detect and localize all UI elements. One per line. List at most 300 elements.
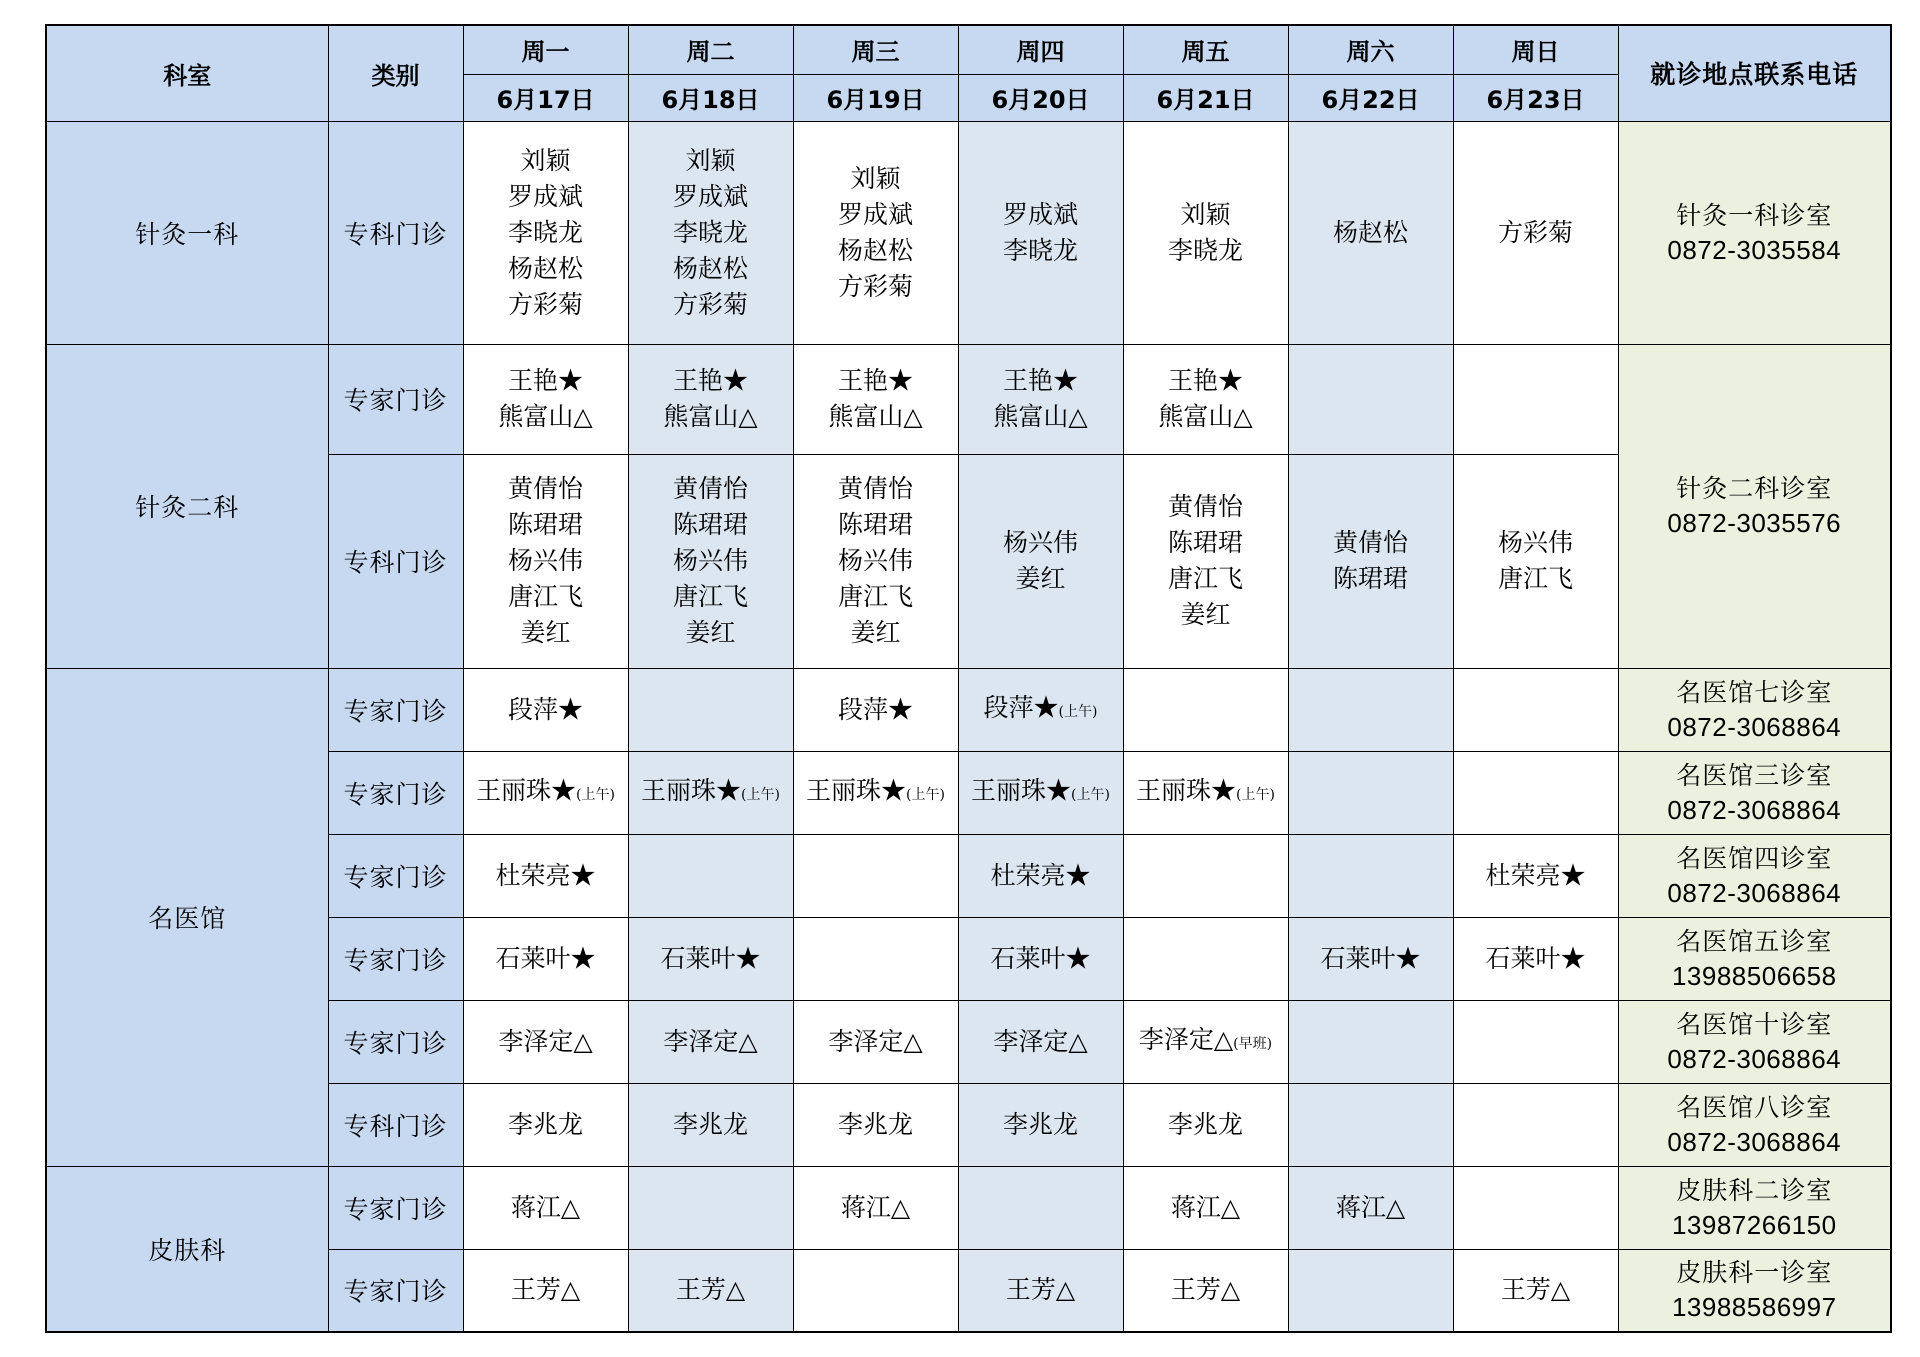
doctor-name: 唐江飞 — [672, 582, 748, 611]
header-row-weekdays — [46, 25, 1891, 74]
schedule-cell-fri — [1123, 1000, 1288, 1083]
doctor-name: 杨兴伟 — [1002, 528, 1078, 557]
doctor-entry — [794, 161, 958, 197]
doctor-name: 蒋江△ — [1170, 1192, 1241, 1222]
doctor-name: 罗成斌 — [837, 199, 913, 229]
category-cell: 专科门诊 — [328, 454, 463, 668]
doctor-entry — [794, 1024, 958, 1060]
doctor-entry — [1124, 525, 1288, 561]
schedule-cell-fri — [1123, 1083, 1288, 1166]
doctor-name: 杨赵松 — [672, 253, 748, 283]
doctor-entry — [959, 941, 1123, 977]
doctor-name: 王芳△ — [510, 1275, 581, 1305]
doctor-entry — [1124, 1272, 1288, 1308]
schedule-cell-sat — [1288, 344, 1453, 454]
schedule-cell-tue — [628, 1166, 793, 1249]
doctor-entry — [629, 251, 793, 287]
shift-note: (上午) — [1236, 786, 1275, 803]
phone-number: 0872-3035576 — [1667, 508, 1842, 538]
doctor-name: 王艳★ — [507, 366, 583, 395]
schedule-cell-mon — [463, 454, 628, 668]
schedule-row — [46, 1166, 1891, 1249]
schedule-cell-fri — [1123, 344, 1288, 454]
schedule-table — [45, 24, 1892, 1333]
doctor-name: 李兆龙 — [837, 1109, 913, 1139]
schedule-cell-fri — [1123, 454, 1288, 668]
doctor-entry — [464, 941, 628, 977]
department-cell: 皮肤科 — [46, 1166, 328, 1332]
schedule-cell-thu — [958, 121, 1123, 344]
schedule-cell-sun — [1453, 1000, 1618, 1083]
doctor-name: 杨赵松 — [507, 253, 583, 283]
doctor-entry — [1454, 858, 1618, 894]
schedule-cell-fri — [1123, 917, 1288, 1000]
schedule-row — [46, 668, 1891, 751]
doctor-name: 方彩菊 — [672, 289, 748, 319]
doctor-entry — [629, 507, 793, 543]
doctor-entry — [464, 858, 628, 894]
doctor-name: 罗成斌 — [1002, 199, 1078, 229]
doctor-entry — [1124, 233, 1288, 269]
schedule-cell-thu — [958, 1166, 1123, 1249]
schedule-cell-mon — [463, 668, 628, 751]
doctor-name: 李兆龙 — [1167, 1109, 1243, 1139]
doctor-entry — [629, 1272, 793, 1308]
room-name: 名医馆七诊室 — [1676, 677, 1833, 707]
doctor-name: 刘颖 — [1180, 199, 1231, 229]
doctor-name: 刘颖 — [685, 145, 736, 175]
schedule-cell-wed — [793, 1000, 958, 1083]
doctor-name: 王芳△ — [1170, 1275, 1241, 1305]
schedule-cell-tue — [628, 344, 793, 454]
schedule-cell-fri — [1123, 1166, 1288, 1249]
doctor-entry — [1124, 1190, 1288, 1226]
header-date-sat: 6月22日 — [1288, 74, 1453, 121]
doctor-name: 王丽珠★ — [1136, 775, 1237, 805]
schedule-cell-sat — [1288, 751, 1453, 834]
doctor-entry — [1124, 597, 1288, 633]
schedule-cell-thu — [958, 751, 1123, 834]
doctor-name: 李兆龙 — [1002, 1109, 1078, 1139]
doctor-name: 王丽珠★ — [806, 775, 907, 805]
doctor-name: 李晓龙 — [507, 217, 583, 247]
schedule-cell-sat — [1288, 1083, 1453, 1166]
schedule-cell-sat — [1288, 121, 1453, 344]
doctor-entry — [464, 363, 628, 399]
room-name: 皮肤科一诊室 — [1676, 1258, 1833, 1288]
doctor-entry — [464, 399, 628, 435]
header-weekday-sun: 周日 — [1453, 25, 1618, 74]
schedule-cell-sun — [1453, 751, 1618, 834]
doctor-name: 杨兴伟 — [1497, 528, 1573, 557]
doctor-name: 杨兴伟 — [837, 546, 913, 575]
shift-note: (上午) — [741, 786, 780, 803]
doctor-entry — [464, 143, 628, 179]
doctor-entry — [959, 233, 1123, 269]
schedule-cell-mon — [463, 1000, 628, 1083]
schedule-cell-tue — [628, 1083, 793, 1166]
header-department: 科室 — [46, 25, 328, 121]
doctor-name: 黄倩怡 — [1167, 492, 1243, 521]
doctor-name: 石莱叶★ — [1320, 943, 1421, 973]
doctor-name: 陈珺珺 — [672, 510, 748, 539]
doctor-name: 杨兴伟 — [672, 546, 748, 575]
doctor-name: 杜荣亮★ — [1485, 860, 1586, 890]
doctor-entry — [629, 471, 793, 507]
doctor-entry — [794, 233, 958, 269]
doctor-entry — [629, 215, 793, 251]
schedule-cell-tue — [628, 1000, 793, 1083]
doctor-name: 杨赵松 — [837, 235, 913, 265]
header-date-tue: 6月18日 — [628, 74, 793, 121]
schedule-cell-wed — [793, 454, 958, 668]
doctor-entry — [959, 561, 1123, 597]
location-cell — [1618, 1249, 1891, 1332]
doctor-name: 罗成斌 — [672, 181, 748, 211]
doctor-entry — [794, 773, 958, 813]
schedule-cell-fri — [1123, 1249, 1288, 1332]
doctor-entry — [959, 1107, 1123, 1143]
location-cell — [1618, 668, 1891, 751]
phone-number: 0872-3068864 — [1667, 711, 1842, 742]
header-weekday-thu: 周四 — [958, 25, 1123, 74]
category-cell: 专家门诊 — [328, 344, 463, 454]
schedule-cell-tue — [628, 751, 793, 834]
doctor-entry — [464, 1190, 628, 1226]
header-weekday-tue: 周二 — [628, 25, 793, 74]
room-name: 针灸二科诊室 — [1676, 474, 1833, 503]
doctor-name: 石莱叶★ — [660, 943, 761, 973]
schedule-cell-mon — [463, 751, 628, 834]
doctor-name: 王艳★ — [672, 366, 748, 395]
schedule-cell-sun — [1453, 1249, 1618, 1332]
doctor-entry — [464, 287, 628, 323]
doctor-entry — [629, 287, 793, 323]
doctor-entry — [794, 399, 958, 435]
doctor-entry — [629, 579, 793, 615]
doctor-name: 姜红 — [1180, 600, 1231, 629]
doctor-name: 唐江飞 — [507, 582, 583, 611]
doctor-name: 李泽定△ — [663, 1026, 758, 1056]
schedule-cell-wed — [793, 834, 958, 917]
doctor-entry — [464, 615, 628, 651]
category-cell: 专家门诊 — [328, 751, 463, 834]
doctor-entry — [464, 1272, 628, 1308]
phone-number: 13988506658 — [1671, 960, 1837, 991]
doctor-name: 蒋江△ — [840, 1192, 911, 1222]
schedule-cell-sat — [1288, 917, 1453, 1000]
doctor-entry — [1289, 525, 1453, 561]
location-cell — [1618, 1000, 1891, 1083]
schedule-cell-sat — [1288, 1166, 1453, 1249]
doctor-entry — [629, 615, 793, 651]
shift-note: (上午) — [1058, 703, 1098, 720]
shift-note: (上午) — [906, 786, 945, 803]
header-date-fri: 6月21日 — [1123, 74, 1288, 121]
doctor-name: 陈珺珺 — [1167, 528, 1243, 557]
doctor-entry — [1124, 197, 1288, 233]
doctor-name: 唐江飞 — [1497, 564, 1573, 593]
room-name: 名医馆四诊室 — [1676, 843, 1833, 873]
schedule-cell-sat — [1288, 668, 1453, 751]
schedule-cell-wed — [793, 344, 958, 454]
schedule-cell-mon — [463, 1249, 628, 1332]
category-cell: 专家门诊 — [328, 834, 463, 917]
doctor-name: 王芳△ — [675, 1275, 746, 1305]
doctor-entry — [794, 1190, 958, 1226]
doctor-name: 刘颖 — [520, 145, 571, 175]
header-category: 类别 — [328, 25, 463, 121]
schedule-cell-mon — [463, 1083, 628, 1166]
doctor-name: 段萍★ — [983, 692, 1059, 722]
doctor-entry — [464, 251, 628, 287]
doctor-entry — [1289, 941, 1453, 977]
doctor-entry — [1124, 489, 1288, 525]
doctor-name: 黄倩怡 — [1332, 528, 1408, 557]
doctor-entry — [464, 773, 628, 813]
doctor-name: 姜红 — [685, 618, 736, 647]
doctor-name: 熊富山△ — [828, 402, 923, 431]
doctor-name: 段萍★ — [507, 694, 583, 724]
doctor-name: 李晓龙 — [672, 217, 748, 247]
doctor-entry — [794, 579, 958, 615]
schedule-row — [46, 121, 1891, 344]
doctor-entry — [959, 525, 1123, 561]
schedule-cell-tue — [628, 834, 793, 917]
schedule-cell-tue — [628, 454, 793, 668]
doctor-entry — [794, 363, 958, 399]
doctor-entry — [629, 941, 793, 977]
schedule-cell-mon — [463, 344, 628, 454]
doctor-entry — [794, 543, 958, 579]
location-cell — [1618, 1166, 1891, 1249]
phone-number: 0872-3068864 — [1667, 794, 1842, 825]
doctor-name: 黄倩怡 — [837, 474, 913, 503]
schedule-cell-wed — [793, 1083, 958, 1166]
phone-number: 0872-3068864 — [1667, 1043, 1842, 1074]
schedule-cell-thu — [958, 454, 1123, 668]
room-name: 名医馆五诊室 — [1676, 926, 1833, 956]
doctor-name: 王丽珠★ — [971, 775, 1072, 805]
doctor-name: 李泽定△ — [1138, 1024, 1234, 1054]
table-header — [46, 25, 1891, 121]
schedule-cell-thu — [958, 1083, 1123, 1166]
schedule-cell-wed — [793, 917, 958, 1000]
doctor-name: 方彩菊 — [837, 271, 913, 301]
department-cell: 针灸二科 — [46, 344, 328, 668]
doctor-name: 王丽珠★ — [476, 775, 577, 805]
location-cell — [1618, 1083, 1891, 1166]
schedule-cell-sun — [1453, 668, 1618, 751]
schedule-cell-thu — [958, 1000, 1123, 1083]
schedule-cell-sat — [1288, 454, 1453, 668]
doctor-entry — [464, 1024, 628, 1060]
doctor-name: 杜荣亮★ — [990, 860, 1091, 890]
doctor-entry — [1124, 363, 1288, 399]
doctor-name: 王艳★ — [1167, 366, 1243, 395]
doctor-entry — [1454, 525, 1618, 561]
schedule-cell-wed — [793, 1249, 958, 1332]
schedule-cell-wed — [793, 1166, 958, 1249]
schedule-cell-sun — [1453, 1083, 1618, 1166]
doctor-entry — [1289, 561, 1453, 597]
doctor-name: 王芳△ — [1005, 1275, 1076, 1305]
schedule-cell-thu — [958, 834, 1123, 917]
doctor-name: 杨赵松 — [1332, 217, 1408, 247]
category-cell: 专家门诊 — [328, 1166, 463, 1249]
schedule-cell-tue — [628, 121, 793, 344]
doctor-entry — [794, 269, 958, 305]
category-cell: 专科门诊 — [328, 121, 463, 344]
header-weekday-sat: 周六 — [1288, 25, 1453, 74]
doctor-entry — [464, 507, 628, 543]
doctor-entry — [959, 858, 1123, 894]
header-date-mon: 6月17日 — [463, 74, 628, 121]
schedule-cell-sun — [1453, 121, 1618, 344]
doctor-entry — [629, 543, 793, 579]
header-location-phone: 就诊地点联系电话 — [1618, 25, 1891, 121]
doctor-name: 蒋江△ — [510, 1192, 581, 1222]
schedule-cell-thu — [958, 1249, 1123, 1332]
header-weekday-fri: 周五 — [1123, 25, 1288, 74]
doctor-name: 杨兴伟 — [507, 546, 583, 575]
doctor-entry — [959, 1024, 1123, 1060]
header-date-thu: 6月20日 — [958, 74, 1123, 121]
doctor-name: 李晓龙 — [1167, 235, 1243, 265]
doctor-entry — [1454, 215, 1618, 251]
phone-number: 0872-3068864 — [1667, 1126, 1842, 1157]
location-cell — [1618, 121, 1891, 344]
doctor-entry — [794, 471, 958, 507]
doctor-entry — [794, 615, 958, 651]
doctor-entry — [464, 543, 628, 579]
category-cell: 专科门诊 — [328, 1083, 463, 1166]
shift-note: (上午) — [1071, 786, 1110, 803]
doctor-entry — [1124, 561, 1288, 597]
doctor-entry — [629, 1107, 793, 1143]
phone-number: 0872-3035584 — [1667, 234, 1842, 265]
doctor-name: 方彩菊 — [1497, 217, 1573, 247]
header-date-wed: 6月19日 — [793, 74, 958, 121]
phone-number: 13987266150 — [1671, 1209, 1837, 1240]
table-body — [46, 121, 1891, 1332]
doctor-entry — [1289, 215, 1453, 251]
doctor-name: 陈珺珺 — [837, 510, 913, 539]
schedule-cell-tue — [628, 917, 793, 1000]
doctor-entry — [1454, 941, 1618, 977]
schedule-cell-sat — [1288, 1249, 1453, 1332]
schedule-cell-mon — [463, 917, 628, 1000]
doctor-entry — [959, 690, 1123, 730]
doctor-name: 石莱叶★ — [495, 943, 596, 973]
schedule-cell-sun — [1453, 454, 1618, 668]
category-cell: 专家门诊 — [328, 1000, 463, 1083]
doctor-entry — [959, 197, 1123, 233]
schedule-cell-tue — [628, 668, 793, 751]
schedule-cell-thu — [958, 917, 1123, 1000]
doctor-name: 李泽定△ — [993, 1026, 1088, 1056]
location-cell — [1618, 344, 1891, 668]
doctor-name: 黄倩怡 — [507, 474, 583, 503]
doctor-entry — [1289, 1190, 1453, 1226]
schedule-cell-sun — [1453, 834, 1618, 917]
doctor-entry — [959, 363, 1123, 399]
location-cell — [1618, 751, 1891, 834]
doctor-name: 李晓龙 — [1002, 235, 1078, 265]
doctor-name: 杜荣亮★ — [495, 860, 596, 890]
doctor-entry — [1124, 1022, 1288, 1062]
doctor-name: 王丽珠★ — [641, 775, 742, 805]
doctor-entry — [794, 197, 958, 233]
doctor-entry — [464, 179, 628, 215]
location-cell — [1618, 834, 1891, 917]
doctor-name: 熊富山△ — [1158, 402, 1253, 431]
schedule-row — [46, 344, 1891, 454]
schedule-cell-wed — [793, 121, 958, 344]
shift-note: (上午) — [576, 786, 615, 803]
doctor-name: 刘颖 — [850, 163, 901, 193]
schedule-cell-thu — [958, 344, 1123, 454]
doctor-entry — [629, 179, 793, 215]
doctor-entry — [464, 1107, 628, 1143]
doctor-entry — [1454, 1272, 1618, 1308]
category-cell: 专家门诊 — [328, 1249, 463, 1332]
doctor-name: 李泽定△ — [828, 1026, 923, 1056]
doctor-name: 蒋江△ — [1335, 1192, 1406, 1222]
doctor-entry — [464, 471, 628, 507]
header-date-sun: 6月23日 — [1453, 74, 1618, 121]
schedule-cell-sat — [1288, 1000, 1453, 1083]
doctor-name: 熊富山△ — [993, 402, 1088, 431]
doctor-entry — [629, 143, 793, 179]
shift-note: (早班) — [1233, 1035, 1273, 1052]
schedule-cell-thu — [958, 668, 1123, 751]
doctor-name: 熊富山△ — [498, 402, 593, 431]
doctor-entry — [629, 773, 793, 813]
room-name: 名医馆三诊室 — [1676, 760, 1833, 790]
doctor-name: 王艳★ — [837, 366, 913, 395]
schedule-cell-sun — [1453, 344, 1618, 454]
doctor-entry — [629, 399, 793, 435]
schedule-cell-fri — [1123, 121, 1288, 344]
doctor-entry — [959, 1272, 1123, 1308]
doctor-name: 唐江飞 — [1167, 564, 1243, 593]
doctor-name: 唐江飞 — [837, 582, 913, 611]
phone-number: 0872-3068864 — [1667, 877, 1842, 908]
doctor-name: 陈珺珺 — [507, 510, 583, 539]
doctor-name: 石莱叶★ — [1485, 943, 1586, 973]
doctor-entry — [464, 692, 628, 728]
doctor-name: 罗成斌 — [507, 181, 583, 211]
doctor-name: 王芳△ — [1500, 1275, 1571, 1305]
category-cell: 专家门诊 — [328, 668, 463, 751]
doctor-entry — [1124, 399, 1288, 435]
doctor-entry — [794, 1107, 958, 1143]
department-cell: 针灸一科 — [46, 121, 328, 344]
doctor-name: 石莱叶★ — [990, 943, 1091, 973]
department-cell: 名医馆 — [46, 668, 328, 1166]
doctor-name: 段萍★ — [837, 694, 913, 724]
schedule-cell-mon — [463, 834, 628, 917]
doctor-entry — [794, 692, 958, 728]
doctor-entry — [794, 507, 958, 543]
doctor-entry — [959, 399, 1123, 435]
doctor-name: 姜红 — [850, 618, 901, 647]
room-name: 针灸一科诊室 — [1676, 200, 1833, 230]
schedule-cell-mon — [463, 1166, 628, 1249]
doctor-entry — [959, 773, 1123, 813]
doctor-entry — [1124, 773, 1288, 813]
